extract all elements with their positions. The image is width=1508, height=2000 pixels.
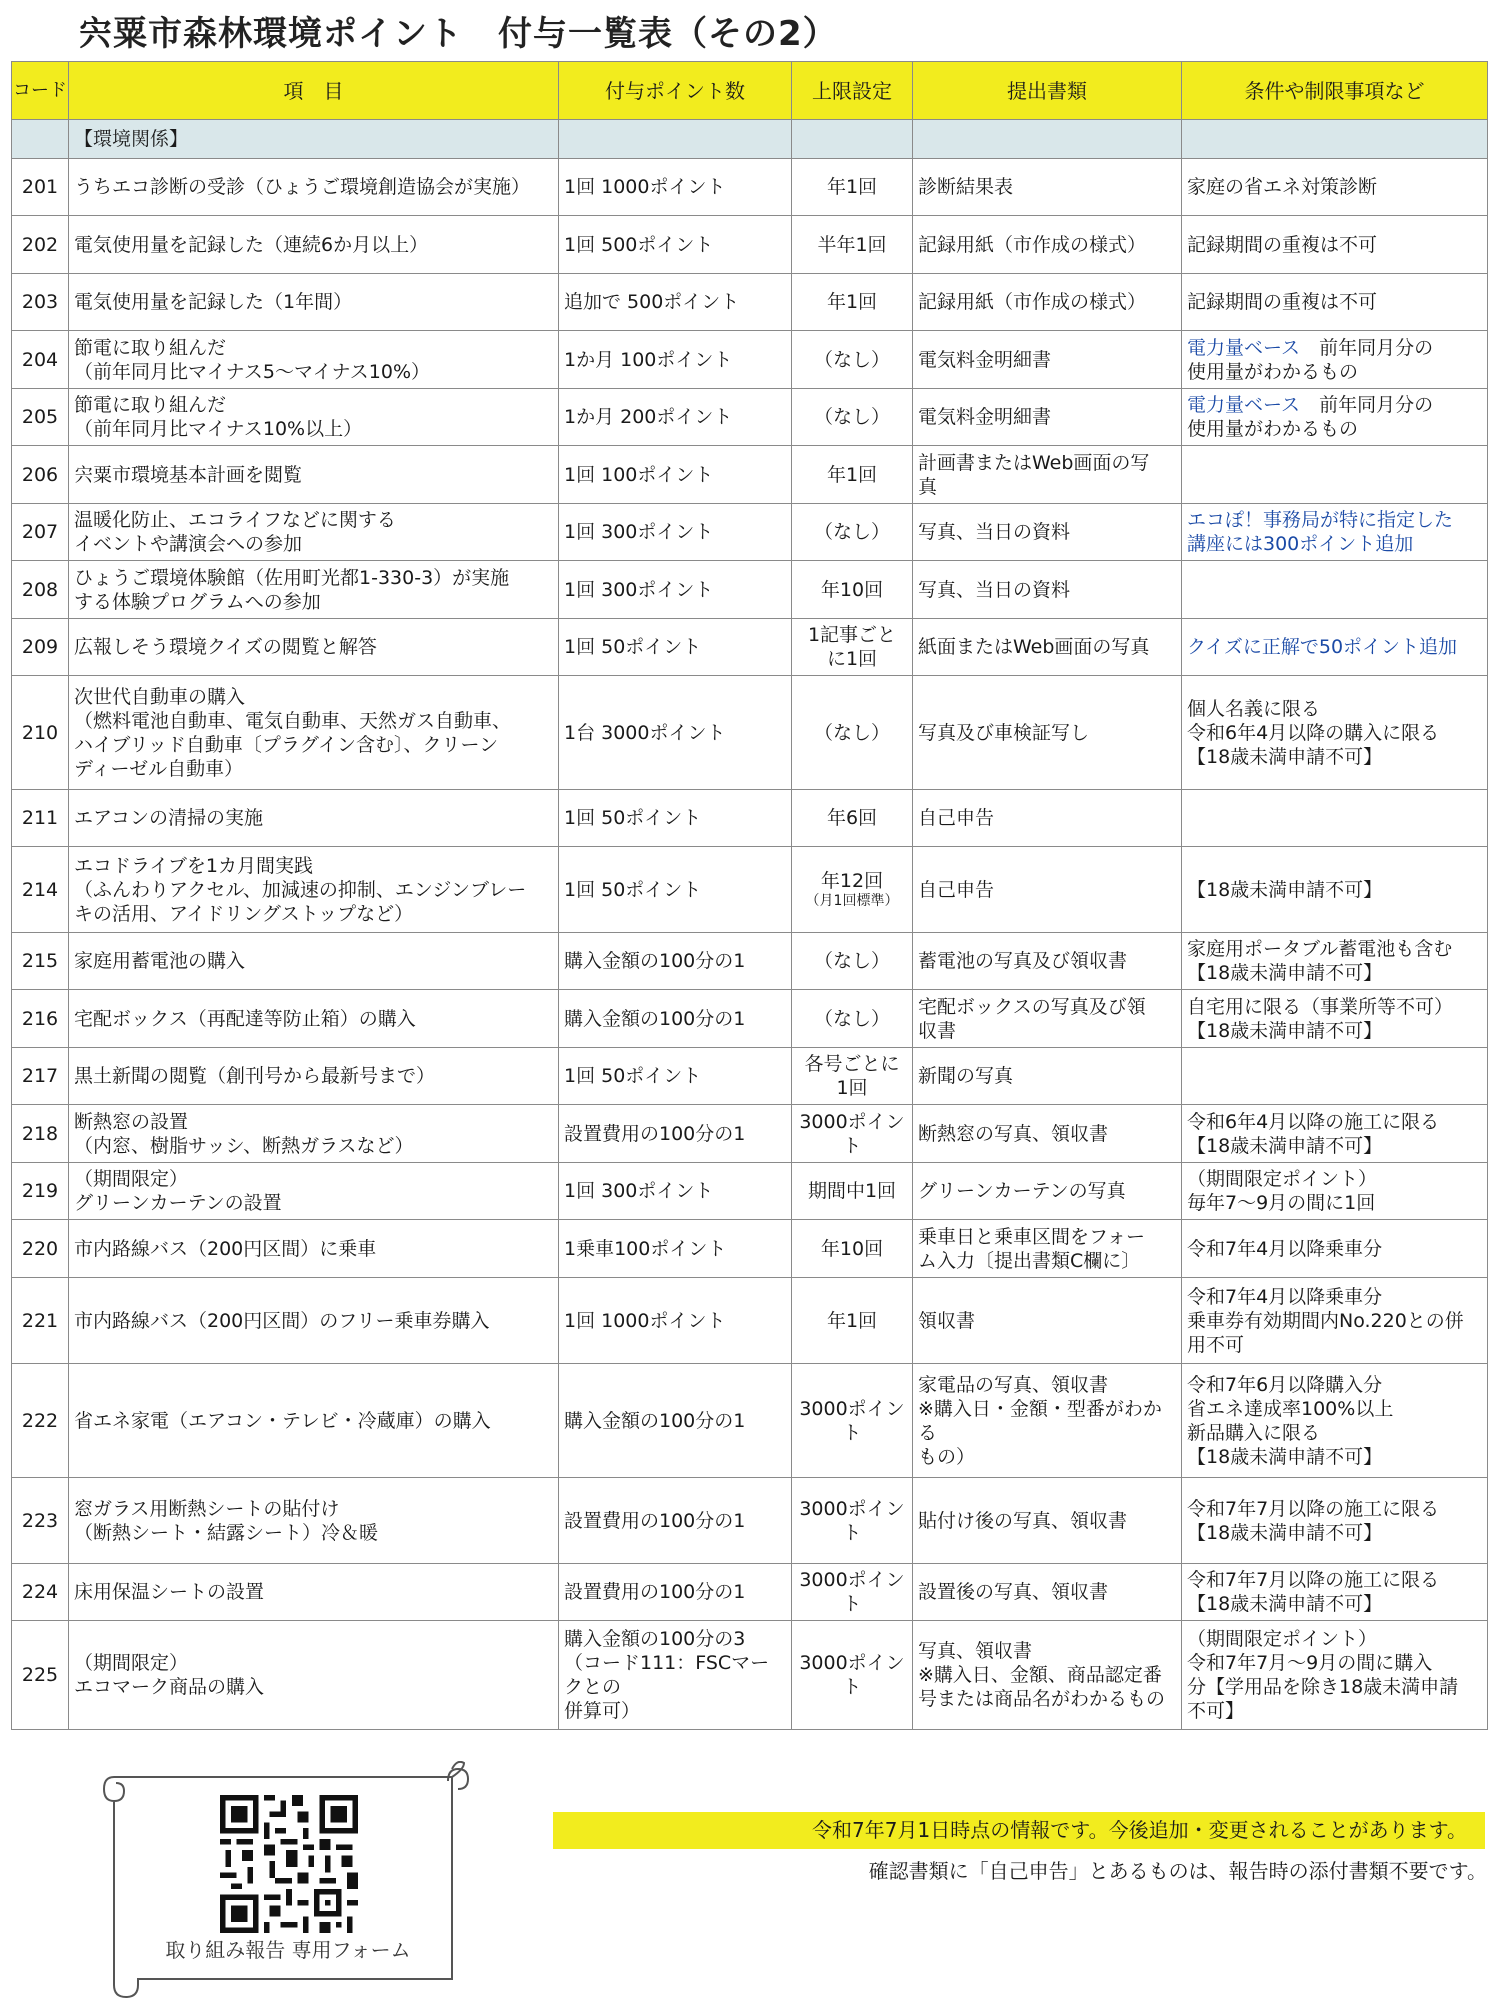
row-docs: 貼付け後の写真、領収書 xyxy=(913,1478,1182,1564)
row-docs: 乗車日と乗車区間をフォー ム入力〔提出書類C欄に〕 xyxy=(913,1220,1182,1278)
row-limit xyxy=(792,446,913,504)
qr-report-form[interactable] xyxy=(102,1761,474,1999)
row-code: 205 xyxy=(12,389,69,446)
row-conditions xyxy=(1182,1105,1488,1163)
header-points: 付与ポイント数 xyxy=(559,62,792,120)
row-conditions xyxy=(1182,676,1488,790)
row-conditions-text: 令和7年7月以降の施工に限る 【18歳未満申請不可】 xyxy=(1187,1569,1440,1615)
row-item: 省エネ家電（エアコン・テレビ・冷蔵庫）の購入 xyxy=(69,1364,559,1478)
row-conditions-text: 令和7年4月以降乗車分 乗車券有効期間内No.220との併 用不可 xyxy=(1187,1285,1464,1356)
row-docs: 断熱窓の写真、領収書 xyxy=(913,1105,1182,1163)
row-docs: 自己申告 xyxy=(913,790,1182,847)
table-row xyxy=(12,561,1488,619)
row-limit xyxy=(792,1048,913,1105)
row-conditions-text: 個人名義に限る 令和6年4月以降の購入に限る 【18歳未満申請不可】 xyxy=(1187,697,1440,768)
row-limit xyxy=(792,504,913,561)
row-conditions-text: 前年同月分の 使用量がわかるもの xyxy=(1187,336,1434,383)
row-points: 1回 1000ポイント xyxy=(559,1278,792,1364)
row-conditions-text: （期間限定ポイント） 毎年7～9月の間に1回 xyxy=(1187,1168,1378,1214)
row-item: うちエコ診断の受診（ひょうご環境創造協会が実施） xyxy=(69,159,559,216)
row-docs: 新聞の写真 xyxy=(913,1048,1182,1105)
row-limit-value: 半年1回 xyxy=(817,233,887,256)
row-limit xyxy=(792,389,913,446)
row-docs: グリーンカーテンの写真 xyxy=(913,1163,1182,1220)
row-limit xyxy=(792,331,913,389)
row-code: 208 xyxy=(12,561,69,619)
row-code: 210 xyxy=(12,676,69,790)
row-conditions-text: 記録期間の重複は不可 xyxy=(1187,291,1378,313)
row-conditions xyxy=(1182,933,1488,990)
row-item: 黒土新聞の閲覧（創刊号から最新号まで） xyxy=(69,1048,559,1105)
row-limit xyxy=(792,159,913,216)
row-limit xyxy=(792,1105,913,1163)
row-code: 211 xyxy=(12,790,69,847)
row-item: 宍粟市環境基本計画を閲覧 xyxy=(69,446,559,504)
category-label: 【環境関係】 xyxy=(69,120,559,159)
row-limit-value: （なし） xyxy=(813,950,890,972)
table-row xyxy=(12,1105,1488,1163)
row-item: ひょうご環境体験館（佐用町光都1-330-3）が実施 する体験プログラムへの参加 xyxy=(69,561,559,619)
row-limit xyxy=(792,1364,913,1478)
row-item: エアコンの清掃の実施 xyxy=(69,790,559,847)
row-code: 215 xyxy=(12,933,69,990)
row-code: 221 xyxy=(12,1278,69,1364)
row-item: 家庭用蓄電池の購入 xyxy=(69,933,559,990)
row-limit-value: （なし） xyxy=(813,721,890,744)
row-limit xyxy=(792,933,913,990)
row-docs: 写真及び車検証写し xyxy=(913,676,1182,790)
row-code: 222 xyxy=(12,1364,69,1478)
row-conditions xyxy=(1182,1564,1488,1621)
row-conditions-text: 家庭用ポータブル蓄電池も含む 【18歳未満申請不可】 xyxy=(1187,938,1453,984)
row-points: 1回 300ポイント xyxy=(559,1163,792,1220)
row-item: 次世代自動車の購入 （燃料電池自動車、電気自動車、天然ガス自動車、 ハイブリッド自動車〔プラグイン含む〕、クリーン ディーゼル自動車） xyxy=(69,676,559,790)
row-conditions xyxy=(1182,389,1488,446)
table-row xyxy=(12,1220,1488,1278)
row-code: 219 xyxy=(12,1163,69,1220)
row-points: 1回 50ポイント xyxy=(559,619,792,676)
row-limit-value: 各号ごとに 1回 xyxy=(804,1053,900,1099)
row-points: 1回 300ポイント xyxy=(559,561,792,619)
row-conditions xyxy=(1182,216,1488,274)
row-limit xyxy=(792,274,913,331)
page-title: 宍粟市森林環境ポイント 付与一覧表（その2） xyxy=(78,14,838,54)
header-item: 項 目 xyxy=(69,62,559,120)
info-notice: 令和7年7月1日時点の情報です。今後追加・変更されることがあります。 xyxy=(553,1812,1485,1849)
row-limit-value: 年6回 xyxy=(826,807,878,829)
row-limit-value: 3000ポイント xyxy=(799,1397,905,1444)
row-item: 電気使用量を記録した（連続6か月以上） xyxy=(69,216,559,274)
table-row xyxy=(12,1364,1488,1478)
row-docs: 写真、当日の資料 xyxy=(913,504,1182,561)
row-limit-value: 年1回 xyxy=(826,291,878,313)
row-conditions xyxy=(1182,1048,1488,1105)
row-points: 設置費用の100分の1 xyxy=(559,1478,792,1564)
row-conditions xyxy=(1182,619,1488,676)
row-limit xyxy=(792,619,913,676)
row-item: 節電に取り組んだ （前年同月比マイナス10%以上） xyxy=(69,389,559,446)
row-points: 設置費用の100分の1 xyxy=(559,1105,792,1163)
row-limit xyxy=(792,990,913,1048)
row-item: 断熱窓の設置 （内窓、樹脂サッシ、断熱ガラスなど） xyxy=(69,1105,559,1163)
row-limit-value: （なし） xyxy=(813,521,890,543)
row-points: 1回 500ポイント xyxy=(559,216,792,274)
row-item: 節電に取り組んだ （前年同月比マイナス5～マイナス10%） xyxy=(69,331,559,389)
row-points: 設置費用の100分の1 xyxy=(559,1564,792,1621)
row-code: 207 xyxy=(12,504,69,561)
table-row xyxy=(12,990,1488,1048)
table-row xyxy=(12,619,1488,676)
row-conditions-text: 令和7年7月以降の施工に限る 【18歳未満申請不可】 xyxy=(1187,1497,1440,1544)
row-docs: 写真、領収書 ※購入日、金額、商品認定番 号または商品名がわかるもの xyxy=(913,1621,1182,1730)
row-conditions-highlight: クイズに正解で50ポイント追加 xyxy=(1187,636,1458,658)
header-limit: 上限設定 xyxy=(792,62,913,120)
row-conditions-text: 自宅用に限る（事業所等不可） 【18歳未満申請不可】 xyxy=(1187,995,1454,1042)
row-limit xyxy=(792,216,913,274)
row-item: （期間限定） エコマーク商品の購入 xyxy=(69,1621,559,1730)
row-conditions xyxy=(1182,1278,1488,1364)
row-limit-value: 年1回 xyxy=(826,1309,878,1332)
table-row xyxy=(12,1621,1488,1730)
table-header-row xyxy=(12,62,1488,120)
row-code: 223 xyxy=(12,1478,69,1564)
row-code: 206 xyxy=(12,446,69,504)
row-conditions xyxy=(1182,847,1488,933)
row-item: 宅配ボックス（再配達等防止箱）の購入 xyxy=(69,990,559,1048)
row-conditions xyxy=(1182,1220,1488,1278)
row-limit-value: 年10回 xyxy=(820,578,884,601)
row-limit-value: 3000ポイント xyxy=(799,1110,905,1157)
row-points: 1か月 200ポイント xyxy=(559,389,792,446)
row-code: 224 xyxy=(12,1564,69,1621)
row-limit-value: 3000ポイント xyxy=(799,1497,905,1544)
row-code: 214 xyxy=(12,847,69,933)
row-limit xyxy=(792,1163,913,1220)
table-row xyxy=(12,1478,1488,1564)
qr-code-icon[interactable] xyxy=(220,1795,358,1933)
row-limit-value: 3000ポイント xyxy=(799,1652,905,1698)
table-row xyxy=(12,389,1488,446)
header-conditions: 条件や制限事項など xyxy=(1182,62,1488,120)
row-item: 電気使用量を記録した（1年間） xyxy=(69,274,559,331)
row-conditions-text: （期間限定ポイント） 令和7年7月～9月の間に購入 分【学用品を除き18歳未満申請 不可】 xyxy=(1187,1628,1459,1722)
row-item: 市内路線バス（200円区間）に乗車 xyxy=(69,1220,559,1278)
row-code: 218 xyxy=(12,1105,69,1163)
row-conditions xyxy=(1182,446,1488,504)
table-row xyxy=(12,933,1488,990)
row-docs: 記録用紙（市作成の様式） xyxy=(913,216,1182,274)
row-code: 220 xyxy=(12,1220,69,1278)
table-row xyxy=(12,504,1488,561)
row-item: 広報しそう環境クイズの閲覧と解答 xyxy=(69,619,559,676)
row-points: 購入金額の100分の1 xyxy=(559,990,792,1048)
row-conditions xyxy=(1182,504,1488,561)
row-limit xyxy=(792,847,913,933)
row-docs: 家電品の写真、領収書 ※購入日・金額・型番がわかる もの） xyxy=(913,1364,1182,1478)
row-code: 204 xyxy=(12,331,69,389)
row-docs: 診断結果表 xyxy=(913,159,1182,216)
row-conditions-text: 令和6年4月以降の施工に限る 【18歳未満申請不可】 xyxy=(1187,1110,1440,1157)
row-code: 203 xyxy=(12,274,69,331)
row-conditions-highlight: 電力量ベース xyxy=(1187,394,1301,416)
row-points: 購入金額の100分の1 xyxy=(559,1364,792,1478)
row-limit-value: 3000ポイント xyxy=(799,1569,905,1615)
table-row xyxy=(12,1564,1488,1621)
table-row xyxy=(12,216,1488,274)
points-table xyxy=(11,61,1488,1730)
row-limit-value: 1記事ごと に1回 xyxy=(807,624,897,670)
row-points: 1回 300ポイント xyxy=(559,504,792,561)
row-limit xyxy=(792,561,913,619)
row-limit-value: （なし） xyxy=(813,1007,890,1030)
row-code: 225 xyxy=(12,1621,69,1730)
row-limit-note: （月1回標準） xyxy=(805,893,899,909)
row-docs: 蓄電池の写真及び領収書 xyxy=(913,933,1182,990)
row-item: 温暖化防止、エコライフなどに関する イベントや講演会への参加 xyxy=(69,504,559,561)
table-row xyxy=(12,1278,1488,1364)
row-conditions xyxy=(1182,561,1488,619)
row-item: エコドライブを1カ月間実践 （ふんわりアクセル、加減速の抑制、エンジンブレー キの活用、アイドリングストップなど） xyxy=(69,847,559,933)
table-row xyxy=(12,847,1488,933)
row-docs: 紙面またはWeb画面の写真 xyxy=(913,619,1182,676)
row-conditions xyxy=(1182,1364,1488,1478)
table-row xyxy=(12,1163,1488,1220)
row-docs: 領収書 xyxy=(913,1278,1182,1364)
row-docs: 写真、当日の資料 xyxy=(913,561,1182,619)
row-code: 216 xyxy=(12,990,69,1048)
row-points: 購入金額の100分の1 xyxy=(559,933,792,990)
row-points: 1回 50ポイント xyxy=(559,1048,792,1105)
row-points: 1回 100ポイント xyxy=(559,446,792,504)
row-conditions xyxy=(1182,159,1488,216)
row-docs: 計画書またはWeb画面の写 真 xyxy=(913,446,1182,504)
row-code: 217 xyxy=(12,1048,69,1105)
table-row xyxy=(12,790,1488,847)
table-row xyxy=(12,1048,1488,1105)
row-points: 1か月 100ポイント xyxy=(559,331,792,389)
row-limit xyxy=(792,1621,913,1730)
table-row xyxy=(12,274,1488,331)
row-conditions-highlight: エコぽ！事務局が特に指定した 講座には300ポイント追加 xyxy=(1187,509,1454,555)
row-conditions-text: 前年同月分の 使用量がわかるもの xyxy=(1187,394,1434,440)
row-code: 209 xyxy=(12,619,69,676)
header-docs: 提出書類 xyxy=(913,62,1182,120)
row-conditions xyxy=(1182,331,1488,389)
row-limit-value: 年10回 xyxy=(820,1237,884,1260)
row-limit-value: 年12回 xyxy=(820,870,884,892)
row-points: 1乗車100ポイント xyxy=(559,1220,792,1278)
row-limit xyxy=(792,1564,913,1621)
row-limit xyxy=(792,790,913,847)
row-code: 201 xyxy=(12,159,69,216)
row-item: （期間限定） グリーンカーテンの設置 xyxy=(69,1163,559,1220)
row-limit xyxy=(792,1220,913,1278)
header-code: コード xyxy=(12,62,69,120)
row-conditions xyxy=(1182,274,1488,331)
row-limit xyxy=(792,1478,913,1564)
row-conditions xyxy=(1182,790,1488,847)
row-item: 床用保温シートの設置 xyxy=(69,1564,559,1621)
row-conditions-highlight: 電力量ベース xyxy=(1187,336,1301,359)
row-limit-value: 年1回 xyxy=(826,463,878,486)
row-conditions-text: 【18歳未満申請不可】 xyxy=(1187,878,1383,901)
row-docs: 記録用紙（市作成の様式） xyxy=(913,274,1182,331)
table-row xyxy=(12,331,1488,389)
row-docs: 設置後の写真、領収書 xyxy=(913,1564,1182,1621)
row-limit-value: （なし） xyxy=(813,348,890,371)
row-limit-value: 年1回 xyxy=(826,176,878,198)
row-item: 市内路線バス（200円区間）のフリー乗車券購入 xyxy=(69,1278,559,1364)
row-conditions xyxy=(1182,1621,1488,1730)
table-row xyxy=(12,159,1488,216)
self-report-note: 確認書類に「自己申告」とあるものは、報告時の添付書類不要です。 xyxy=(868,1859,1487,1883)
row-points: 1回 50ポイント xyxy=(559,790,792,847)
row-limit-value: 期間中1回 xyxy=(807,1180,897,1202)
qr-label: 取り組み報告 専用フォーム xyxy=(165,1938,411,1962)
row-limit xyxy=(792,1278,913,1364)
row-docs: 電気料金明細書 xyxy=(913,389,1182,446)
row-points: 1回 1000ポイント xyxy=(559,159,792,216)
row-conditions-text: 令和7年6月以降購入分 省エネ達成率100%以上 新品購入に限る 【18歳未満申請不可】 xyxy=(1187,1373,1394,1468)
row-docs: 電気料金明細書 xyxy=(913,331,1182,389)
row-limit xyxy=(792,676,913,790)
row-conditions xyxy=(1182,990,1488,1048)
row-docs: 自己申告 xyxy=(913,847,1182,933)
row-conditions xyxy=(1182,1478,1488,1564)
row-docs: 宅配ボックスの写真及び領 収書 xyxy=(913,990,1182,1048)
row-conditions xyxy=(1182,1163,1488,1220)
row-points: 購入金額の100分の3 （コード111：FSCマークとの 併算可） xyxy=(559,1621,792,1730)
row-limit-value: （なし） xyxy=(813,406,890,428)
row-points: 1回 50ポイント xyxy=(559,847,792,933)
row-code: 202 xyxy=(12,216,69,274)
table-row xyxy=(12,446,1488,504)
row-conditions-text: 家庭の省エネ対策診断 xyxy=(1187,176,1378,198)
row-points: 1台 3000ポイント xyxy=(559,676,792,790)
row-item: 窓ガラス用断熱シートの貼付け （断熱シート・結露シート）冷＆暖 xyxy=(69,1478,559,1564)
category-row xyxy=(12,120,1488,159)
row-points: 追加で 500ポイント xyxy=(559,274,792,331)
table-row xyxy=(12,676,1488,790)
row-conditions-text: 令和7年4月以降乗車分 xyxy=(1187,1237,1383,1260)
row-conditions-text: 記録期間の重複は不可 xyxy=(1187,233,1378,256)
